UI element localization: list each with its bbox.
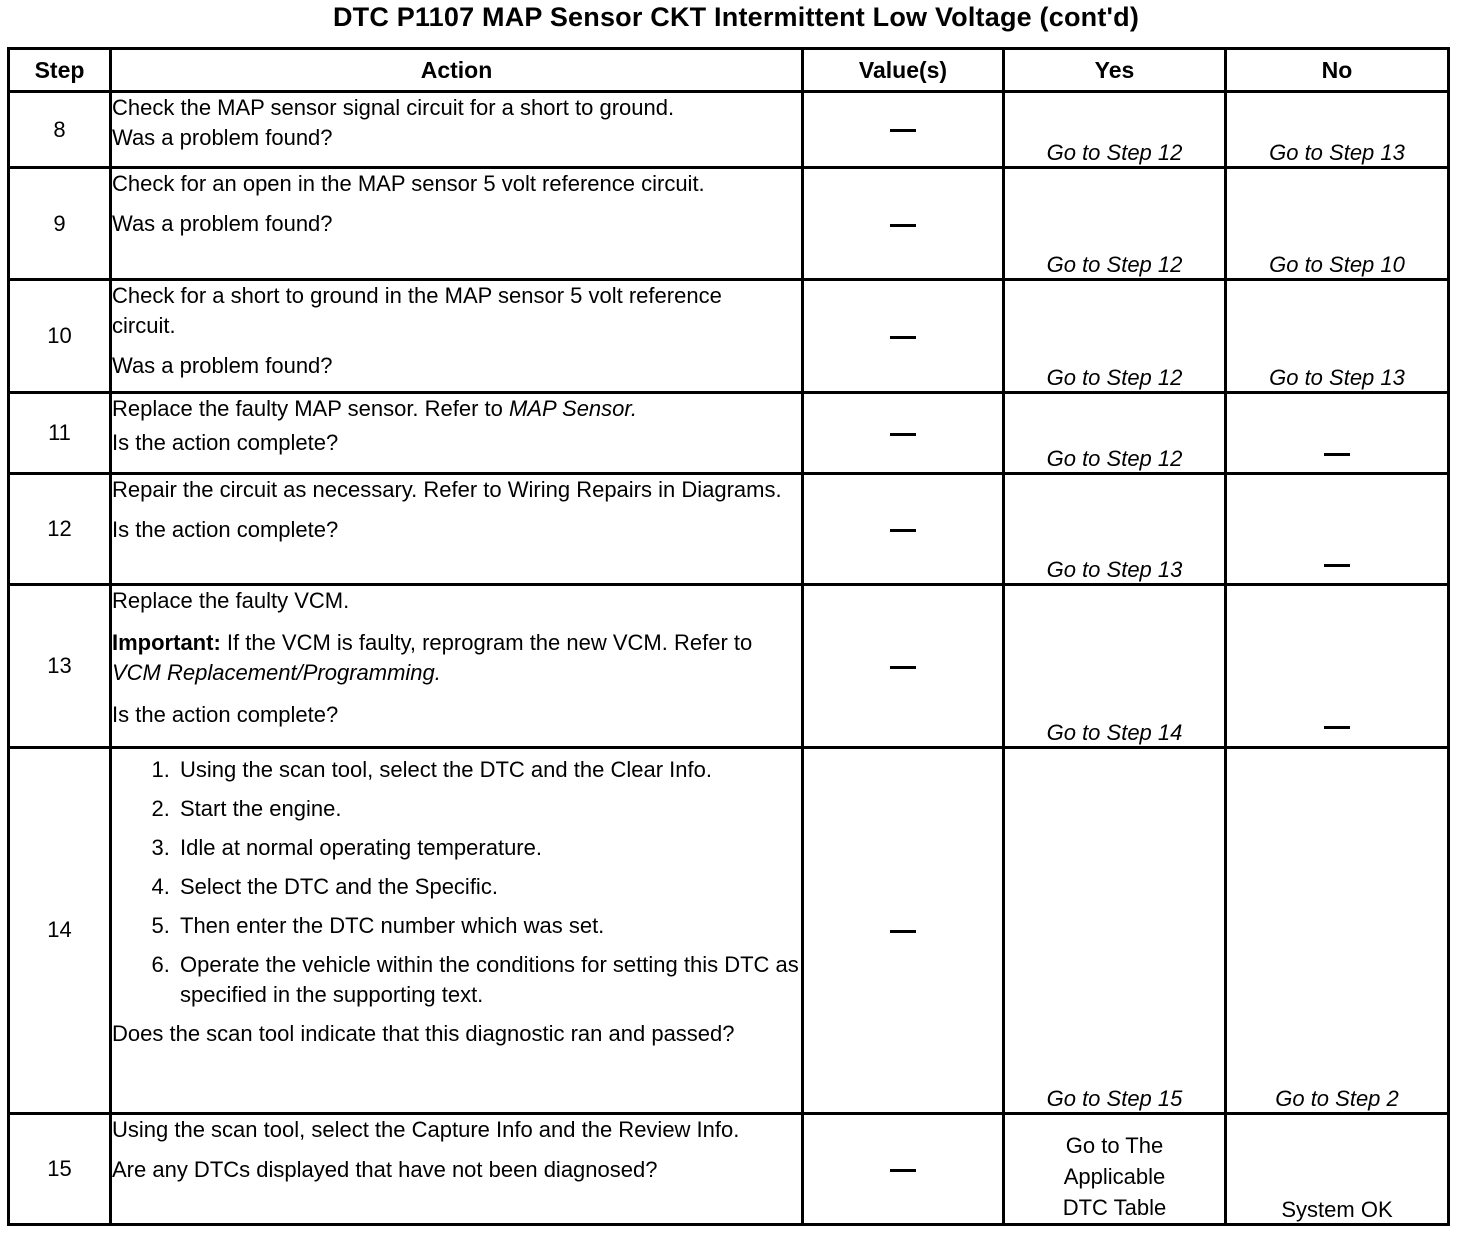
action-cell bbox=[111, 392, 803, 473]
step-header: Step bbox=[9, 49, 111, 92]
value-cell bbox=[803, 280, 1004, 392]
dash-mark bbox=[890, 129, 916, 132]
action-text: Replace the faulty VCM. bbox=[112, 588, 350, 614]
step-number: 9 bbox=[9, 168, 111, 280]
no-cell: Go to Step 13 bbox=[1226, 280, 1449, 392]
important-note bbox=[112, 628, 801, 688]
action-question: Is the action complete? bbox=[112, 429, 339, 455]
no-cell: System OK bbox=[1226, 1113, 1449, 1224]
action-text: Check for an open in the MAP sensor 5 volt reference circuit. bbox=[112, 171, 705, 197]
step-number: 12 bbox=[9, 473, 111, 584]
list-item: 3. Idle at normal operating temperature. bbox=[176, 833, 801, 863]
dash-mark bbox=[890, 433, 916, 436]
action-text: Repair the circuit as necessary. Refer to Wiring Repairs in Diagrams. bbox=[112, 476, 782, 502]
diagnostic-table bbox=[7, 47, 1450, 1226]
list-item: 2. Start the engine. bbox=[176, 794, 801, 824]
table-row bbox=[9, 473, 1449, 584]
yes-cell bbox=[1004, 1113, 1226, 1224]
dash-mark bbox=[890, 336, 916, 339]
action-text: Check for a short to ground in the MAP sensor 5 volt reference circuit. bbox=[112, 283, 722, 339]
action-text-line bbox=[112, 394, 801, 424]
list-item: 4. Select the DTC and the Specific. bbox=[176, 872, 801, 902]
reference-link: VCM Replacement/Programming. bbox=[112, 660, 441, 686]
no-header: No bbox=[1226, 49, 1449, 92]
action-question: Is the action complete? bbox=[112, 516, 339, 542]
table-row bbox=[9, 92, 1449, 168]
table-row bbox=[9, 1113, 1449, 1224]
value-cell bbox=[803, 585, 1004, 747]
list-item: 1. Using the scan tool, select the DTC and the Clear Info. bbox=[176, 755, 801, 785]
action-cell bbox=[111, 1113, 803, 1224]
action-cell bbox=[111, 92, 803, 168]
important-label: Important: bbox=[112, 630, 221, 656]
yes-cell: Go to Step 12 bbox=[1004, 280, 1226, 392]
yes-header: Yes bbox=[1004, 49, 1226, 92]
action-text: Check the MAP sensor signal circuit for a short to ground. bbox=[112, 95, 675, 120]
page-title: DTC P1107 MAP Sensor CKT Intermittent Low Voltage (cont'd) bbox=[332, 2, 1140, 32]
table-row bbox=[9, 392, 1449, 473]
no-cell: Go to Step 2 bbox=[1226, 747, 1449, 1113]
important-text: If the VCM is faulty, reprogram the new VCM. Refer to bbox=[226, 630, 753, 656]
yes-cell: Go to Step 12 bbox=[1004, 392, 1226, 473]
value-cell bbox=[803, 168, 1004, 280]
action-cell bbox=[111, 168, 803, 280]
header-row bbox=[9, 49, 1449, 92]
step-number: 13 bbox=[9, 585, 111, 747]
list-item: 6. Operate the vehicle within the conditions for setting this DTC as specified in the supporting text. bbox=[176, 950, 801, 1010]
action-cell bbox=[111, 747, 803, 1113]
dash-mark bbox=[1324, 453, 1350, 456]
action-question: Does the scan tool indicate that this diagnostic ran and passed? bbox=[112, 1020, 735, 1046]
table-row bbox=[9, 280, 1449, 392]
yes-line: DTC Table bbox=[1062, 1195, 1167, 1220]
yes-cell: Go to Step 15 bbox=[1004, 747, 1226, 1113]
step-number: 11 bbox=[9, 392, 111, 473]
dash-mark bbox=[890, 930, 916, 933]
value-cell bbox=[803, 92, 1004, 168]
no-cell: Go to Step 13 bbox=[1226, 92, 1449, 168]
no-cell: Go to Step 10 bbox=[1226, 168, 1449, 280]
value-cell bbox=[803, 473, 1004, 584]
step-number: 8 bbox=[9, 92, 111, 168]
value-cell bbox=[803, 1113, 1004, 1224]
no-cell bbox=[1226, 392, 1449, 473]
value-cell bbox=[803, 747, 1004, 1113]
yes-cell: Go to Step 14 bbox=[1004, 585, 1226, 747]
step-number: 14 bbox=[9, 747, 111, 1113]
procedure-list bbox=[112, 755, 801, 1010]
step-number: 10 bbox=[9, 280, 111, 392]
yes-line: Go to The bbox=[1065, 1133, 1164, 1158]
dash-mark bbox=[890, 224, 916, 227]
action-question: Is the action complete? bbox=[112, 702, 339, 728]
action-question: Was a problem found? bbox=[112, 211, 333, 237]
action-cell bbox=[111, 585, 803, 747]
yes-cell: Go to Step 13 bbox=[1004, 473, 1226, 584]
reference-link: MAP Sensor. bbox=[509, 395, 638, 421]
table-row bbox=[9, 747, 1449, 1113]
yes-cell: Go to Step 12 bbox=[1004, 168, 1226, 280]
action-question: Are any DTCs displayed that have not been diagnosed? bbox=[112, 1156, 658, 1182]
yes-cell: Go to Step 12 bbox=[1004, 92, 1226, 168]
dash-mark bbox=[1324, 564, 1350, 567]
no-cell bbox=[1226, 585, 1449, 747]
action-header: Action bbox=[111, 49, 803, 92]
dash-mark bbox=[890, 666, 916, 669]
table-row bbox=[9, 585, 1449, 747]
action-cell bbox=[111, 280, 803, 392]
action-text: Using the scan tool, select the Capture Info and the Review Info. bbox=[112, 1116, 740, 1142]
action-question: Was a problem found? bbox=[112, 125, 333, 150]
dash-mark bbox=[890, 1169, 916, 1172]
action-text: Replace the faulty MAP sensor. Refer to bbox=[112, 395, 503, 421]
action-cell bbox=[111, 473, 803, 584]
values-header: Value(s) bbox=[803, 49, 1004, 92]
dash-mark bbox=[890, 529, 916, 532]
step-number: 15 bbox=[9, 1113, 111, 1224]
no-cell bbox=[1226, 473, 1449, 584]
value-cell bbox=[803, 392, 1004, 473]
list-item: 5. Then enter the DTC number which was set. bbox=[176, 911, 801, 941]
action-question: Was a problem found? bbox=[112, 353, 333, 379]
table-row bbox=[9, 168, 1449, 280]
dash-mark bbox=[1324, 726, 1350, 729]
yes-line: Applicable bbox=[1063, 1164, 1166, 1189]
